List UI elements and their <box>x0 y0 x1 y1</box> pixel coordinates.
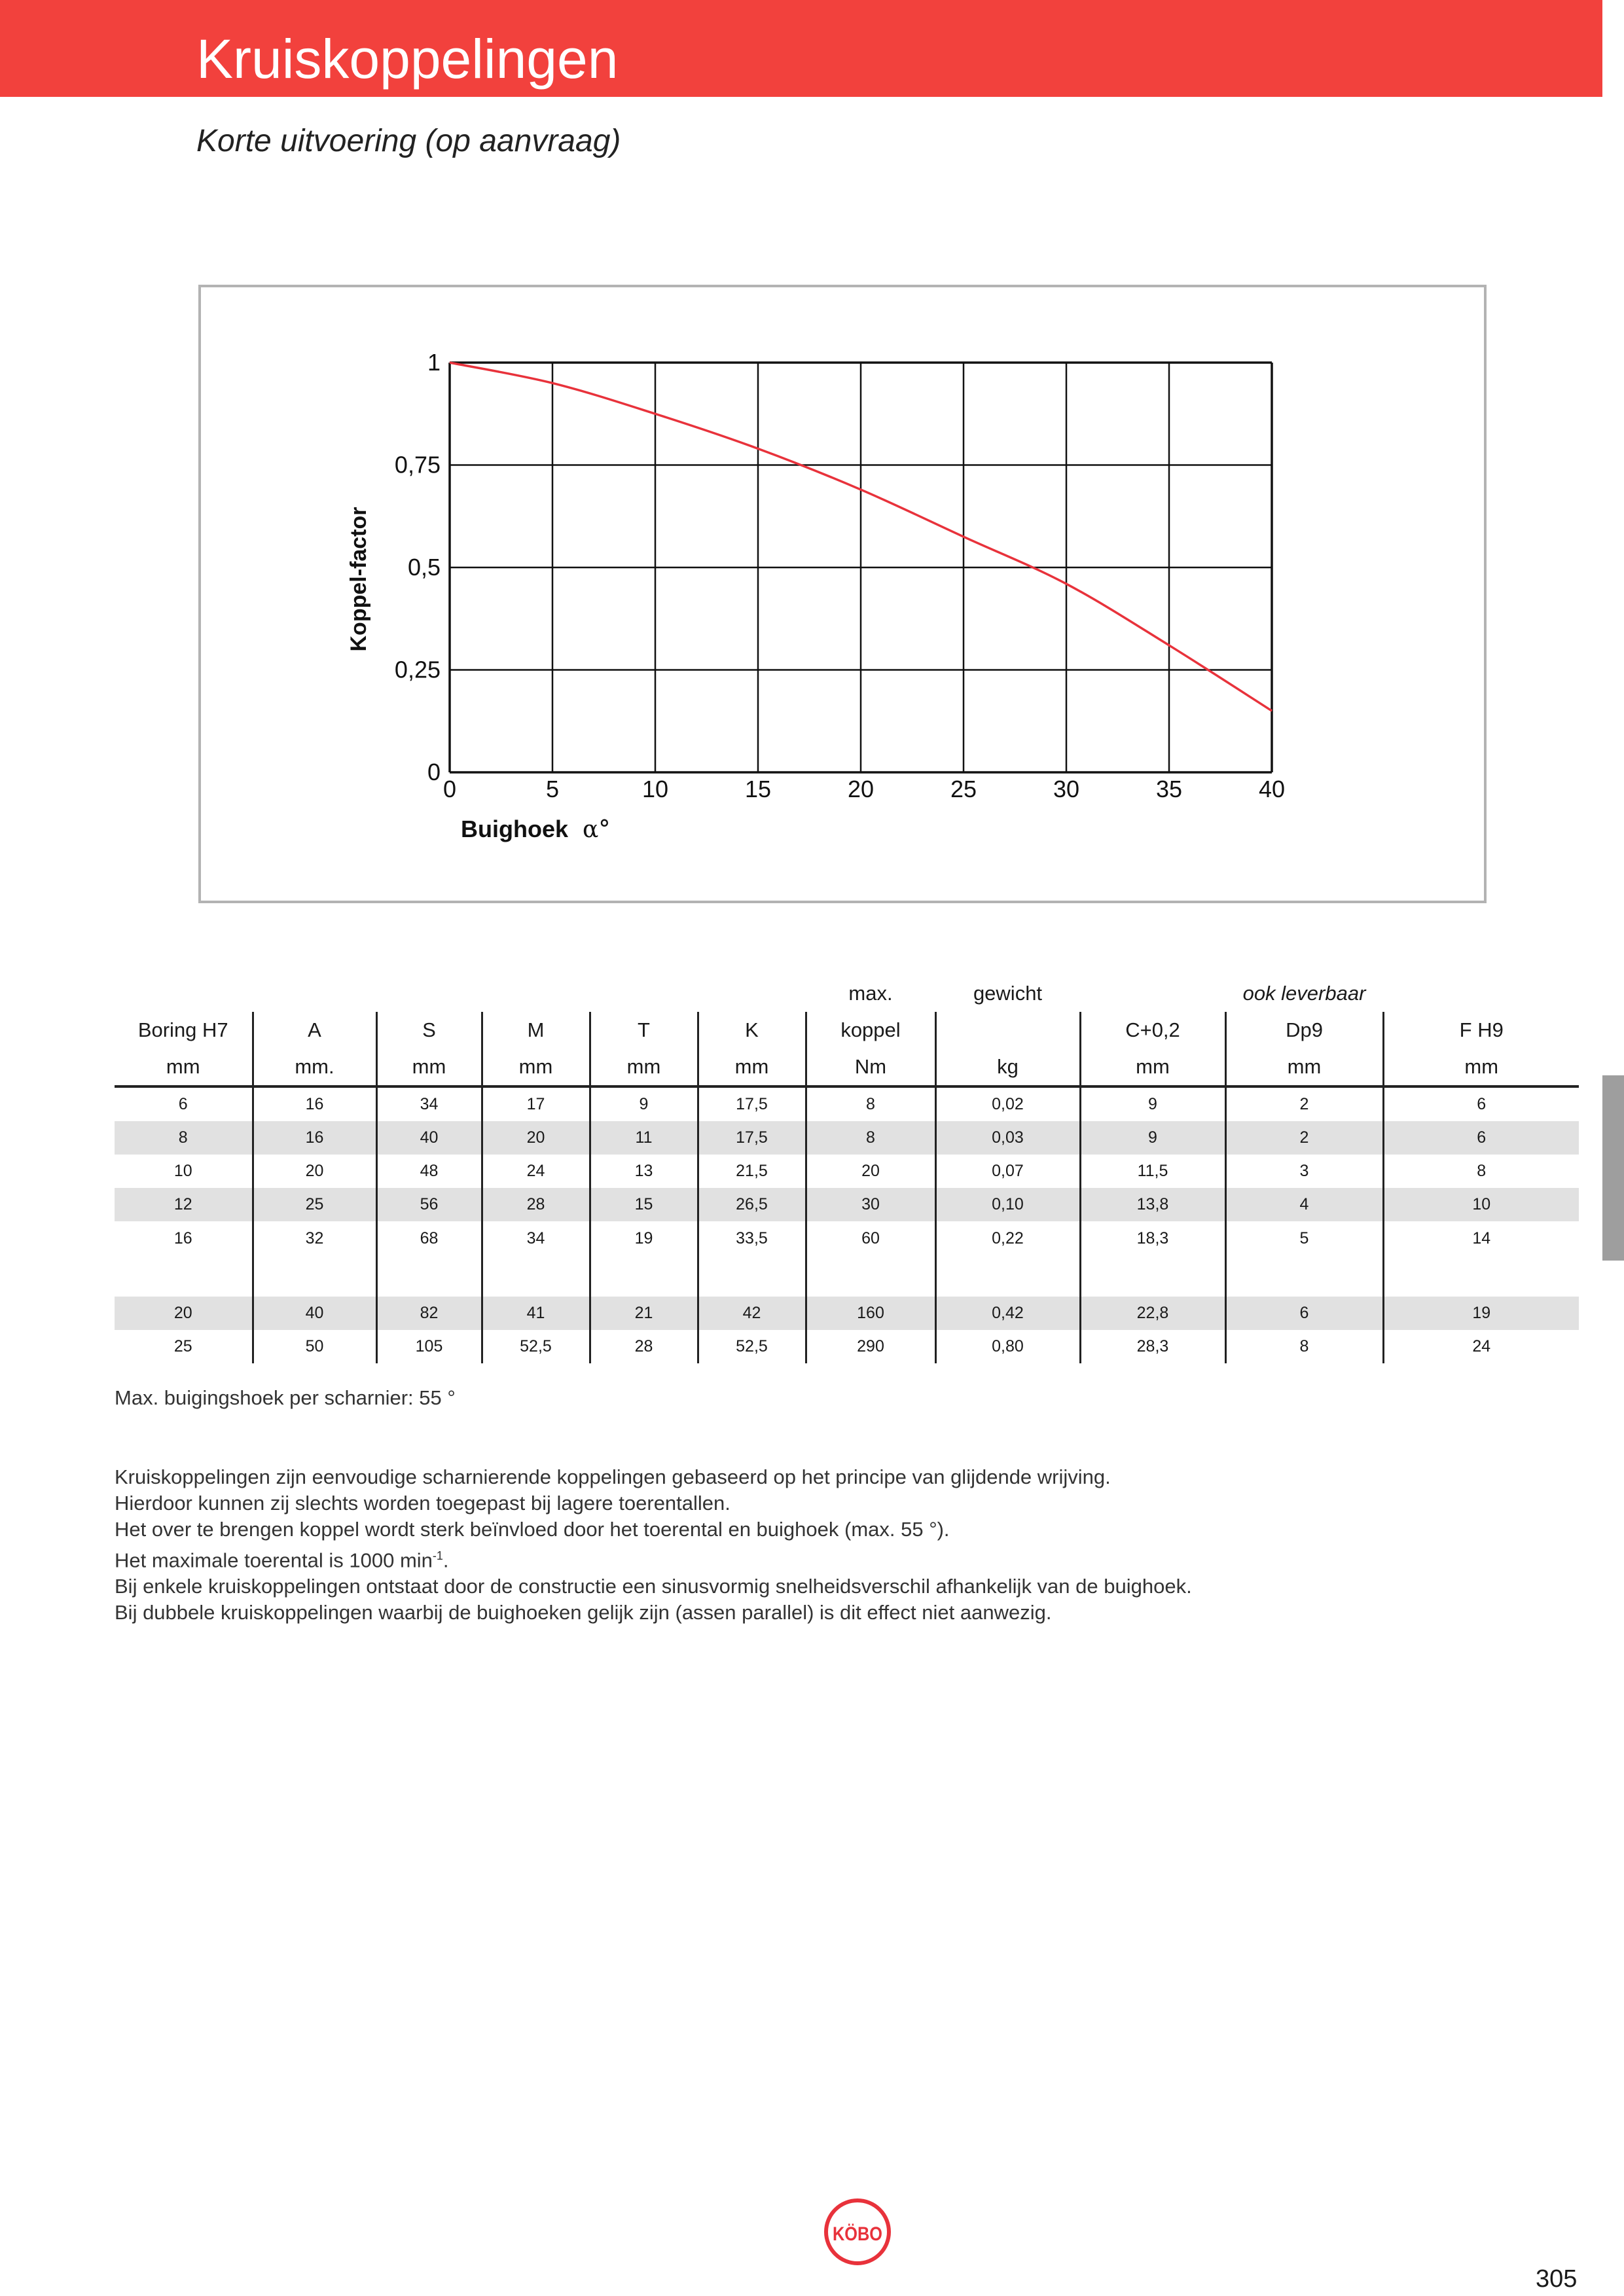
table-cell <box>590 975 698 1012</box>
table-cell: 32 <box>253 1221 376 1297</box>
table-cell: 60 <box>806 1221 935 1297</box>
table-cell: 50 <box>253 1330 376 1363</box>
description <box>115 1464 1192 1626</box>
table-cell: mm <box>376 1049 482 1086</box>
table-cell: 20 <box>806 1155 935 1188</box>
table-cell: 21,5 <box>698 1155 806 1188</box>
table-cell: 13 <box>590 1155 698 1188</box>
table-cell: K <box>698 1012 806 1049</box>
description-line: Bij enkele kruiskoppelingen ontstaat door de constructie een sinusvormig snelheidsverschil afhankelijk van de buighoek. <box>115 1575 1192 1598</box>
y-tick-label: 0,25 <box>394 656 441 683</box>
table-cell: 16 <box>253 1121 376 1155</box>
table-cell: 24 <box>482 1155 590 1188</box>
table-cell: mm <box>1383 1049 1579 1086</box>
table-cell: 10 <box>173 1162 192 1180</box>
logo-text: KÖBO <box>833 2223 882 2245</box>
table-cell <box>698 975 806 1012</box>
table-cell: 4 <box>1225 1188 1383 1221</box>
x-tick-label: 15 <box>744 776 772 802</box>
table-cell: 14 <box>1383 1221 1579 1297</box>
table-cell: 0,07 <box>935 1155 1080 1188</box>
table-row <box>115 1330 1579 1363</box>
table-cell: mm <box>1225 1049 1383 1086</box>
chart-grid <box>450 363 1272 772</box>
table-cell: 2 <box>1225 1121 1383 1155</box>
table-cell: 5 <box>1225 1221 1383 1297</box>
table-cell: 290 <box>806 1330 935 1363</box>
table-cell: 48 <box>376 1155 482 1188</box>
table-cell: 28 <box>590 1330 698 1363</box>
table-cell: 8 <box>115 1121 253 1155</box>
table-cell: A <box>253 1012 376 1049</box>
table-cell: 40 <box>253 1297 376 1330</box>
table-cell: 25 <box>173 1337 192 1355</box>
table-cell: 52,5 <box>482 1330 590 1363</box>
y-tick-label: 0 <box>427 759 441 785</box>
table-cell: Nm <box>806 1049 935 1086</box>
table-cell: 40 <box>376 1121 482 1155</box>
table-cell: mm <box>698 1049 806 1086</box>
table-row <box>115 1188 1579 1221</box>
table-cell: 28 <box>482 1188 590 1221</box>
spec-table <box>115 975 1579 1363</box>
table-cell: C+0,2 <box>1080 1012 1225 1049</box>
x-tick-label: 35 <box>1155 776 1183 802</box>
table-cell: 9 <box>590 1086 698 1121</box>
table-cell: 0,03 <box>935 1121 1080 1155</box>
table-cell: 6 <box>1225 1297 1383 1330</box>
table-cell: 3 <box>1225 1155 1383 1188</box>
max-angle-note: Max. buigingshoek per scharnier: 55 ° <box>115 1386 456 1409</box>
description-line: Kruiskoppelingen zijn eenvoudige scharnierende koppelingen gebaseerd op het principe van glijdende wrijving. <box>115 1465 1111 1488</box>
table-cell: 8 <box>1225 1330 1383 1363</box>
table-cell: 9 <box>1080 1121 1225 1155</box>
table-cell: 56 <box>376 1188 482 1221</box>
table-cell: 2 <box>1225 1086 1383 1121</box>
chart-xlabel-text: Buighoek <box>461 816 569 842</box>
table-units-row <box>115 1049 1579 1086</box>
table-cell: 34 <box>376 1086 482 1121</box>
table-cell: 17 <box>482 1086 590 1121</box>
table-cell <box>115 975 253 1012</box>
table-cell: 42 <box>698 1297 806 1330</box>
table-cell: 19 <box>1383 1297 1579 1330</box>
table-cell: 25 <box>253 1188 376 1221</box>
table-cell: 0,02 <box>935 1086 1080 1121</box>
table-cell: 16 <box>253 1086 376 1121</box>
table-cell: Dp9 <box>1225 1012 1383 1049</box>
table-cell: 0,80 <box>935 1330 1080 1363</box>
table-header-row <box>115 1012 1579 1049</box>
table-cell: 28,3 <box>1080 1330 1225 1363</box>
table-cell: Boring H7 <box>137 1018 228 1041</box>
table-cell: 0,10 <box>935 1188 1080 1221</box>
table-cell: mm <box>482 1049 590 1086</box>
table-cell: 6 <box>178 1095 188 1113</box>
table-cell <box>253 975 376 1012</box>
table-cell: 160 <box>806 1297 935 1330</box>
table-cell: S <box>376 1012 482 1049</box>
table-cell: 13,8 <box>1080 1188 1225 1221</box>
table-cell: 26,5 <box>698 1188 806 1221</box>
table-cell: 8 <box>806 1121 935 1155</box>
table-cell: 20 <box>482 1121 590 1155</box>
table-cell: 8 <box>806 1086 935 1121</box>
table-cell: 33,5 <box>698 1221 806 1297</box>
table-cell <box>376 975 482 1012</box>
table-cell: kg <box>935 1049 1080 1086</box>
table-cell: 18,3 <box>1080 1221 1225 1297</box>
table-cell: 6 <box>1383 1086 1579 1121</box>
y-tick-label: 0,75 <box>394 451 441 478</box>
table-cell: 9 <box>1080 1086 1225 1121</box>
side-index-tab <box>1602 1075 1624 1261</box>
chart-xlabel <box>461 816 610 843</box>
table-cell: 68 <box>376 1221 482 1297</box>
table-cell: 22,8 <box>1080 1297 1225 1330</box>
table-cell: gewicht <box>973 982 1043 1005</box>
description-text: Het maximale toerental is 1000 min <box>115 1549 433 1572</box>
table-cell: 30 <box>806 1188 935 1221</box>
table-cell: mm <box>115 1049 253 1086</box>
table-cell: T <box>590 1012 698 1049</box>
x-tick-label: 40 <box>1258 776 1286 802</box>
table-cell: 105 <box>376 1330 482 1363</box>
table-cell <box>935 1012 1080 1049</box>
page-number: 305 <box>1536 2265 1578 2293</box>
table-cell <box>1080 975 1225 1012</box>
description-line: Hierdoor kunnen zij slechts worden toegepast bij lagere toerentallen. <box>115 1492 731 1515</box>
table-cell: max. <box>848 982 893 1005</box>
description-line: Bij dubbele kruiskoppelingen waarbij de buighoeken gelijk zijn (assen parallel) is dit effect niet aanwezig. <box>115 1601 1052 1624</box>
x-tick-label: 5 <box>545 776 560 802</box>
table-cell: 12 <box>115 1188 253 1221</box>
table-cell: 11 <box>590 1121 698 1155</box>
x-tick-label: 25 <box>950 776 977 802</box>
page-subtitle: Korte uitvoering (op aanvraag) <box>196 124 621 158</box>
superscript-exponent: -1 <box>432 1549 443 1562</box>
table-cell: koppel <box>806 1012 935 1049</box>
table-cell <box>1383 975 1579 1012</box>
x-tick-label: 0 <box>442 776 457 802</box>
koppel-factor-chart <box>201 287 1484 901</box>
chart-xlabel-symbol: α° <box>583 816 611 843</box>
table-cell: 11,5 <box>1080 1155 1225 1188</box>
table-cell: 6 <box>1383 1121 1579 1155</box>
table-cell: ook leverbaar <box>1242 982 1366 1005</box>
table-row <box>115 1121 1579 1155</box>
y-tick-label: 1 <box>427 349 441 376</box>
table-cell: 21 <box>590 1297 698 1330</box>
description-text: . <box>442 1549 449 1572</box>
table-cell: 8 <box>1383 1155 1579 1188</box>
table-cell: mm <box>590 1049 698 1086</box>
table-cell: M <box>482 1012 590 1049</box>
table-cell: mm. <box>253 1049 376 1086</box>
description-line: Het over te brengen koppel wordt sterk beïnvloed door het toerental en buighoek (max. 55 °). <box>115 1518 950 1541</box>
chart-axes <box>395 349 1285 802</box>
table-row <box>115 1155 1579 1188</box>
x-tick-label: 10 <box>641 776 669 802</box>
table-cell: 82 <box>376 1297 482 1330</box>
description-line <box>115 1543 1192 1573</box>
table-row <box>115 1221 1579 1297</box>
table-cell: 20 <box>253 1155 376 1188</box>
table-cell: 20 <box>115 1297 253 1330</box>
table-cell: 17,5 <box>698 1121 806 1155</box>
table-cell: 41 <box>482 1297 590 1330</box>
table-cell: 34 <box>482 1221 590 1297</box>
table-cell: 0,22 <box>935 1221 1080 1297</box>
table-row <box>115 1297 1579 1330</box>
x-tick-label: 30 <box>1053 776 1080 802</box>
table-cell: mm <box>1080 1049 1225 1086</box>
table-cell: 16 <box>173 1229 192 1247</box>
table-cell: 10 <box>1383 1188 1579 1221</box>
page-title: Kruiskoppelingen <box>196 28 619 90</box>
x-tick-label: 20 <box>847 776 875 802</box>
table-row <box>115 1086 1579 1121</box>
table-cell: 17,5 <box>698 1086 806 1121</box>
table-cell: 19 <box>590 1221 698 1297</box>
chart-ylabel: Koppel-factor <box>346 507 371 652</box>
table-cell <box>482 975 590 1012</box>
table-cell: 52,5 <box>698 1330 806 1363</box>
table-cell: 0,42 <box>935 1297 1080 1330</box>
table-preheader-row <box>115 975 1579 1012</box>
kobo-logo <box>823 2197 892 2267</box>
y-tick-label: 0,5 <box>407 554 441 581</box>
table-cell: 24 <box>1383 1330 1579 1363</box>
table-cell: 15 <box>590 1188 698 1221</box>
chart-frame <box>198 285 1487 903</box>
table-cell: F H9 <box>1383 1012 1579 1049</box>
